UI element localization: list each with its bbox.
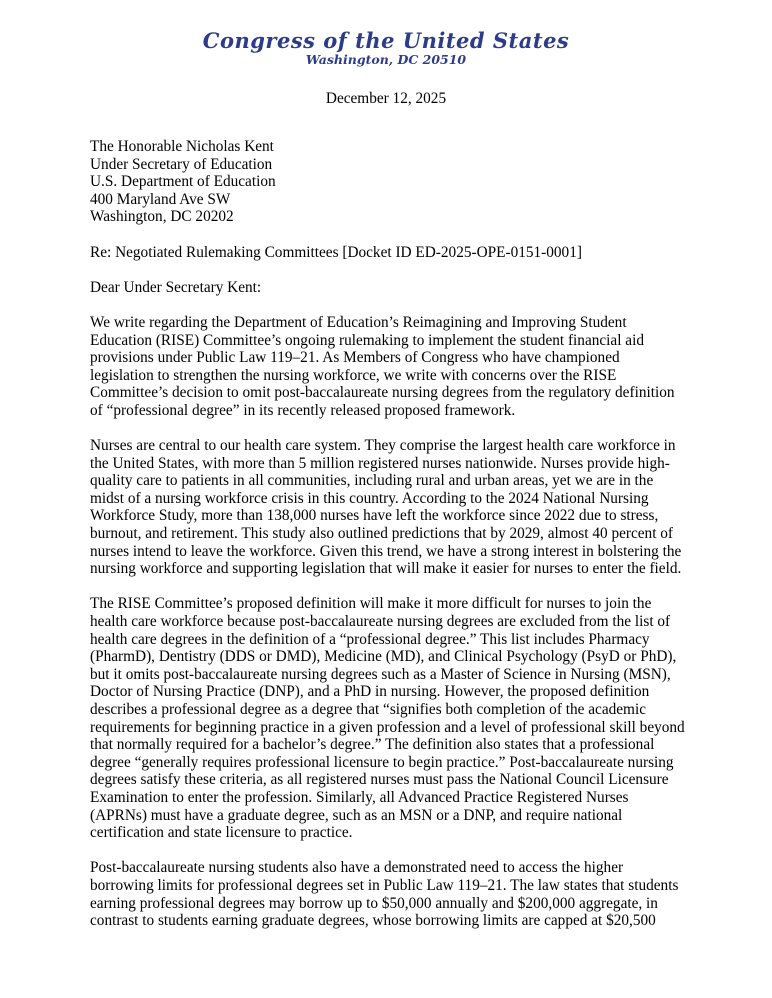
recipient-address [90, 138, 690, 226]
paragraph-line: contrast to students earning graduate degrees, whose borrowing limits are capped at $20,500 [90, 912, 656, 930]
paragraph-line: Doctor of Nursing Practice (DNP), and a PhD in nursing. However, the proposed definition [90, 683, 650, 701]
paragraph-line: We write regarding the Department of Education’s Reimagining and Improving Student [90, 313, 627, 331]
address-line: The Honorable Nicholas Kent [90, 138, 274, 155]
paragraph-line: Nurses are central to our health care system. They comprise the largest health care workforce in [90, 437, 676, 455]
address-line: U.S. Department of Education [90, 173, 276, 191]
paragraph-line: degree “generally requires professional licensure to begin practice.” Post-baccalaureate nursing [90, 753, 674, 771]
paragraph-line: requirements for beginning practice in a given profession and a level of professional skill beyond [90, 718, 685, 736]
paragraph-line: describes a professional degree as a degree that “signifies both completion of the academic [90, 701, 646, 718]
paragraph-line: earning professional degrees may borrow up to $50,000 annually and $200,000 aggregate, in [90, 894, 658, 912]
paragraph-line: nurses intend to leave the workforce. Given this trend, we have a strong interest in bolstering the [90, 542, 682, 560]
paragraph-line: legislation to strengthen the nursing workforce, we write with concerns over the RISE [90, 366, 617, 384]
paragraph-line: nursing workforce and supporting legislation that will make it easier for nurses to enter the field. [90, 560, 682, 578]
paragraph-line: certification and state licensure to practice. [90, 824, 353, 842]
paragraph-line: health care degrees in the definition of a “professional degree.” This list includes Pharmacy [90, 630, 650, 648]
paragraph-line: degrees satisfy these criteria, as all registered nurses must pass the National Council Licensure [90, 771, 669, 789]
letter-body [90, 138, 690, 930]
address-line: Under Secretary of Education [90, 155, 273, 173]
paragraph-line: that normally required for a bachelor’s degree.” The definition also states that a professional [90, 736, 655, 754]
paragraph-line: Workforce Study, more than 138,000 nurses have left the workforce since 2022 due to stress, [90, 507, 659, 525]
paragraph-line: but it omits post-baccalaureate nursing degrees such as a Master of Science in Nursing (MSN), [90, 665, 671, 683]
letterhead [0, 28, 772, 67]
paragraph-line: quality care to patients in all communities, including rural and urban areas, yet we are in the [90, 472, 654, 490]
salutation: Dear Under Secretary Kent: [90, 278, 262, 296]
address-line: Washington, DC 20202 [90, 208, 234, 226]
paragraph-line: the United States, with more than 5 million registered nurses nationwide. Nurses provide high- [90, 454, 670, 472]
letter-date: December 12, 2025 [325, 90, 447, 107]
letterhead-title: Congress of the United States [202, 28, 570, 53]
paragraph-line: Post-baccalaureate nursing students also have a demonstrated need to access the higher [90, 859, 624, 877]
paragraph-line: Examination to enter the profession. Similarly, all Advanced Practice Registered Nurses [90, 788, 629, 806]
paragraph-1 [90, 314, 690, 420]
paragraph-line: health care workforce because post-baccalaureate nursing degrees are excluded from the list of [90, 613, 671, 631]
paragraph-line: burnout, and retirement. This study also outlined predictions that by 2029, almost 40 percent of [90, 525, 674, 543]
subject-line: Re: Negotiated Rulemaking Committees [Docket ID ED-2025-OPE-0151-0001] [90, 243, 582, 261]
paragraph-line: Committee’s decision to omit post-baccalaureate nursing degrees from the regulatory definition [90, 384, 675, 402]
letterhead-subtitle: Washington, DC 20510 [305, 52, 467, 67]
paragraph-2 [90, 437, 690, 578]
paragraph-line: The RISE Committee’s proposed definition will make it more difficult for nurses to join the [90, 595, 652, 613]
paragraph-line: borrowing limits for professional degrees set in Public Law 119–21. The law states that students [90, 876, 679, 894]
paragraph-line: (APRNs) must have a graduate degree, such as an MSN or a DNP, and require national [90, 806, 623, 824]
paragraph-line: of “professional degree” in its recently released proposed framework. [90, 401, 516, 419]
paragraph-line: midst of a nursing workforce crisis in this country. According to the 2024 National Nursing [90, 489, 649, 507]
paragraph-4 [90, 859, 690, 929]
paragraph-line: (PharmD), Dentistry (DDS or DMD), Medicine (MD), and Clinical Psychology (PsyD or PhD), [90, 648, 677, 666]
address-line: 400 Maryland Ave SW [90, 190, 231, 208]
paragraph-line: Education (RISE) Committee’s ongoing rulemaking to implement the student financial aid [90, 331, 644, 349]
paragraph-line: provisions under Public Law 119–21. As Members of Congress who have championed [90, 349, 620, 367]
paragraph-3 [90, 595, 690, 841]
